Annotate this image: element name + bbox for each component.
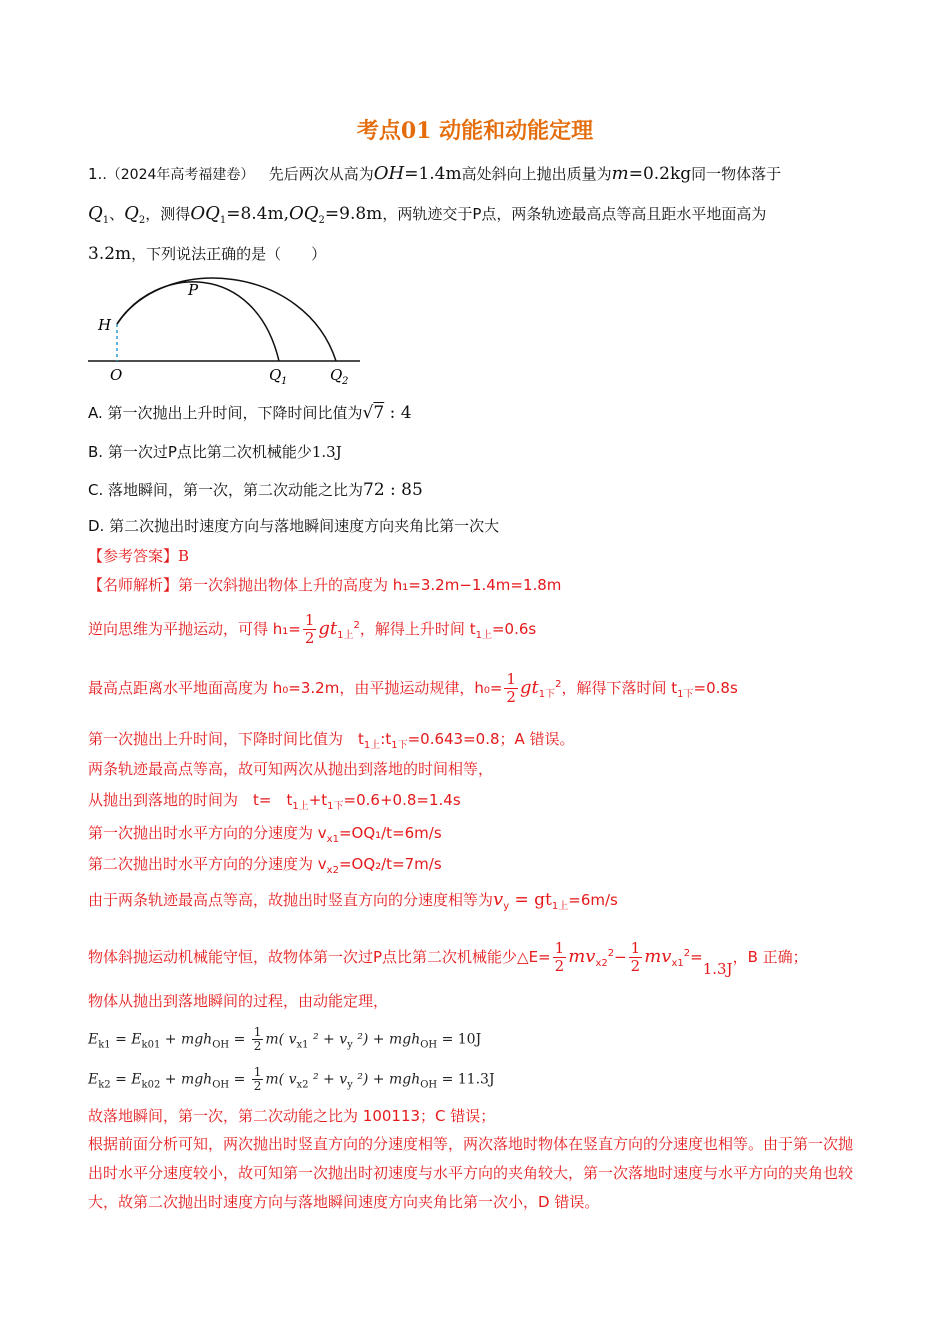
label-q2-sub: 2 xyxy=(342,376,349,387)
math-sub: 2 xyxy=(318,215,325,226)
analysis-paragraph-final: 根据前面分析可知，两次抛出时竖直方向的分速度相等，两次落地时物体在竖直方向的分速度也相等。由于第一次抛出时水平分速度较小，故可知第一次抛出时初速度与水平方向的夹角较大，第一次落地时速度与水平方向的夹角也较大，故第二次抛出时速度方向与落地瞬间速度方向夹角比第一次小，D 错误。 xyxy=(88,1135,854,1211)
math-equals: = xyxy=(229,1031,250,1048)
fraction-den: 2 xyxy=(253,1079,262,1093)
math-e: E xyxy=(88,1031,99,1048)
math-e: = E xyxy=(110,1071,142,1088)
math-e: = E xyxy=(110,1031,142,1048)
math-v: ² + v xyxy=(308,1071,348,1088)
trajectory-2 xyxy=(117,278,336,361)
analysis-text: =0.6+0.8=1.4s xyxy=(343,791,461,809)
fraction-num: 1 xyxy=(253,1065,262,1079)
math-sub: 1上 xyxy=(337,630,354,641)
analysis-line-11: 物体从抛出到落地瞬间的过程，由动能定理， xyxy=(88,992,389,1010)
math-oq1-value: =8.4m, xyxy=(226,204,290,224)
option-d xyxy=(88,515,499,537)
question-number: 1. xyxy=(88,165,103,183)
question-line-1 xyxy=(88,163,781,186)
math-sub: x2 xyxy=(326,865,339,876)
analysis-line-5: 两条轨迹最高点等高，故可知两次从抛出到落地的时间相等， xyxy=(88,760,494,778)
math-oq2: OQ xyxy=(289,203,319,224)
math-sub: 1下 xyxy=(538,689,556,700)
stem-text: 高处斜向上抛出质量为 xyxy=(461,165,612,183)
label-p: P xyxy=(188,281,199,299)
analysis-text: ，解得下落时间 t xyxy=(561,679,678,697)
math-height-value: 3.2m xyxy=(88,244,132,264)
sqrt-value: 7 xyxy=(373,403,385,423)
fraction-den: 2 xyxy=(253,1039,262,1053)
label-q1: Q xyxy=(269,366,282,384)
math-mv: mv xyxy=(568,946,596,967)
fraction-half xyxy=(252,1066,264,1093)
question-line-2 xyxy=(88,203,766,232)
analysis-text: 第一次抛出上升时间，下降时间比值为 t xyxy=(88,730,364,748)
fraction-num: 1 xyxy=(554,939,565,957)
label-q1-sub: 1 xyxy=(281,376,288,387)
math-sub: y xyxy=(503,901,510,912)
math-sub: OH xyxy=(420,1039,438,1051)
fraction-half xyxy=(303,612,317,647)
analysis-text: 物体斜抛运动机械能守恒，故物体第一次过P点比第二次机械能少△E= xyxy=(88,948,551,966)
fraction-half xyxy=(252,1026,264,1053)
math-v: v xyxy=(493,889,504,910)
analysis-line-8 xyxy=(88,853,442,882)
analysis-line-7 xyxy=(88,822,442,851)
math-mgh: ²) + mgh xyxy=(352,1031,421,1048)
math-m-value: =0.2kg xyxy=(628,164,692,184)
math-mgh: + mgh xyxy=(160,1071,213,1088)
analysis-text: 第一次抛出时水平方向的分速度为 v xyxy=(88,824,327,842)
math-e: E xyxy=(88,1071,99,1088)
option-a xyxy=(88,402,412,424)
fraction-den: 2 xyxy=(554,957,565,975)
label-h: H xyxy=(98,316,112,334)
analysis-line-10: 物体斜抛运动机械能守恒，故物体第一次过P点比第二次机械能少△E= $\frac{1}{2}$ $mv_{x2}^2-$ $\frac{1}{2}$ $mv_{x1}^2=1.3J$，B 正确； xyxy=(88,939,808,978)
math-q1: Q xyxy=(88,203,103,224)
option-b-text: B. 第一次过P点比第二次机械能少 xyxy=(88,443,312,461)
fraction-half xyxy=(629,940,643,975)
math-oh-value: =1.4m xyxy=(404,164,462,184)
math-sub: y xyxy=(347,1039,353,1051)
math-gt: gt xyxy=(519,677,539,698)
analysis-text: 由于两条轨迹最高点等高，故抛出时竖直方向的分速度相等为 xyxy=(88,891,494,909)
analysis-text: ，B 正确； xyxy=(732,948,808,966)
math-sub: 1 xyxy=(102,215,110,226)
analysis-line-1 xyxy=(88,574,561,596)
analysis-line-4: 第一次抛出上升时间，下降时间比值为 $t_{1上}:t_{1下}=0.643=0.8$；A 错误。 xyxy=(88,730,575,751)
math-sub: k1 xyxy=(98,1039,111,1051)
math-sub: y xyxy=(347,1079,353,1091)
page-title: 考点01 动能和动能定理 xyxy=(356,118,594,144)
stem-text: ，测得 xyxy=(145,205,191,223)
math-mgh: + mgh xyxy=(160,1031,213,1048)
analysis-text: =0.6 xyxy=(407,730,445,748)
math-q2: Q xyxy=(124,203,139,224)
math-sub: k2 xyxy=(98,1079,111,1091)
math-sub: x2 xyxy=(595,958,608,969)
math-sub: OH xyxy=(420,1079,438,1091)
fraction-half xyxy=(504,671,518,706)
answer-line xyxy=(88,545,189,567)
analysis-text: =OQ₂/t=7m/s xyxy=(338,855,442,873)
option-b xyxy=(88,441,342,463)
stem-text: 、 xyxy=(109,205,125,223)
analysis-text: =0.8s xyxy=(693,679,738,697)
math-sub: x1 xyxy=(326,834,339,845)
stem-text: 同一物体落于 xyxy=(691,165,782,183)
math-sub: x1 xyxy=(296,1039,309,1051)
analysis-text: 故落地瞬间，第一次，第二次动能之比为 100 xyxy=(88,1107,392,1125)
option-c xyxy=(88,479,423,501)
analysis-text: :t xyxy=(380,730,392,748)
math-sub: x2 xyxy=(296,1079,309,1091)
math-sub: x1 xyxy=(671,958,684,969)
fraction-num: 1 xyxy=(304,611,315,629)
analysis-text: 第二次抛出时水平方向的分速度为 v xyxy=(88,855,327,873)
analysis-label: 【名师解析】 xyxy=(88,576,179,594)
analysis-text: =6m/s xyxy=(568,891,618,909)
analysis-text: 从抛出到落地的时间为 t= t xyxy=(88,791,293,809)
math-result: = 10J xyxy=(437,1031,482,1048)
fraction-den: 2 xyxy=(506,688,516,706)
stem-text: ，两轨迹交于P点，两条轨迹最高点等高且距水平地面高为 xyxy=(382,205,767,223)
math-v: ² + v xyxy=(308,1031,348,1048)
label-q2: Q xyxy=(330,366,343,384)
math-equals: = xyxy=(690,948,703,966)
math-energy-value: 1.3J xyxy=(702,960,733,978)
option-c-value: 72 : 85 xyxy=(363,480,423,500)
analysis-line-3: 最高点距离水平地面高度为 h₀=3.2m，由平抛运动规律，h₀= $\frac{1}{2}$ $gt_{1下}^2$，解得下落时间 $t_{1下}=0.8s$ xyxy=(88,670,738,706)
sqrt-symbol: √ xyxy=(362,403,374,423)
math-sub: OH xyxy=(212,1079,230,1091)
analysis-text: =OQ₁/t=6m/s xyxy=(338,824,442,842)
math-sub: k02 xyxy=(141,1079,161,1091)
trajectory-figure xyxy=(85,270,375,390)
option-d-text: D. 第二次抛出时速度方向与落地瞬间速度方向夹角比第一次大 xyxy=(88,517,500,535)
option-a-ratio: : 4 xyxy=(384,403,412,423)
math-oq2-value: =9.8m xyxy=(324,204,383,224)
analysis-text: +t xyxy=(308,791,328,809)
math-minus: − xyxy=(614,948,627,966)
fraction-half xyxy=(553,940,567,975)
math-gt: = gt xyxy=(509,890,552,910)
analysis-text: =0.6s xyxy=(491,620,537,638)
math-m: m( v xyxy=(265,1071,297,1088)
math-mgh: ²) + mgh xyxy=(352,1071,421,1088)
answer-label: 【参考答案】 xyxy=(88,547,179,565)
math-oq1: OQ xyxy=(190,203,220,224)
label-o: O xyxy=(110,366,123,384)
analysis-line-12 xyxy=(88,1105,495,1127)
math-oh: OH xyxy=(373,163,405,184)
math-sub: OH xyxy=(212,1039,230,1051)
option-a-text: A. 第一次抛出上升时间，下降时间比值为 xyxy=(88,404,363,422)
option-c-text: C. 落地瞬间，第一次，第二次动能之比为 xyxy=(88,481,364,499)
fraction-num: 1 xyxy=(630,939,641,957)
analysis-text: 逆向思维为平抛运动，可得 h₁= xyxy=(88,620,301,638)
analysis-text: 第一次斜抛出物体上升的高度为 h₁=3.2m−1.4m=1.8m xyxy=(178,576,562,594)
answer-value: B xyxy=(178,547,190,565)
math-m: m xyxy=(611,163,629,184)
math-sub: 1 xyxy=(219,215,227,226)
stem-text: 先后两次从高为 xyxy=(268,165,374,183)
analysis-text: 43=0.8；A 错误。 xyxy=(444,730,575,748)
analysis-text: 113；C 错误； xyxy=(391,1107,496,1125)
math-gt: gt xyxy=(318,618,338,639)
equation-ek1 xyxy=(88,1026,481,1056)
math-mv: mv xyxy=(644,946,672,967)
question-line-3 xyxy=(88,243,326,265)
math-m: m( v xyxy=(265,1031,297,1048)
analysis-line-6: 从抛出到落地的时间为 t= $t_{1上}+t_{1下}=0.6+0.8=1.4s$ xyxy=(88,791,461,812)
math-sub: 2 xyxy=(138,215,146,226)
analysis-text: ，解得上升时间 t xyxy=(359,620,476,638)
question-source: .（2024年高考福建卷） xyxy=(102,167,255,183)
option-b-value: 1.3J xyxy=(311,443,342,461)
analysis-text: 最高点距离水平地面高度为 h₀=3.2m，由平抛运动规律，h₀= xyxy=(88,679,503,697)
math-sub: k01 xyxy=(141,1039,161,1051)
fraction-num: 1 xyxy=(506,670,516,688)
math-sub: 1上 xyxy=(551,901,569,912)
equation-ek2 xyxy=(88,1066,495,1096)
analysis-line-2: 逆向思维为平抛运动，可得 h₁= $\frac{1}{2}$ $gt_{1上}^2$，解得上升时间 $t_{1上}=0.6s$ xyxy=(88,611,537,647)
fraction-den: 2 xyxy=(304,629,315,647)
analysis-line-9 xyxy=(88,889,618,918)
stem-text: ，下列说法正确的是（ ） xyxy=(131,245,327,263)
fraction-num: 1 xyxy=(253,1025,262,1039)
fraction-den: 2 xyxy=(630,957,641,975)
math-equals: = xyxy=(229,1071,250,1088)
math-result: = 11.3J xyxy=(437,1071,495,1088)
